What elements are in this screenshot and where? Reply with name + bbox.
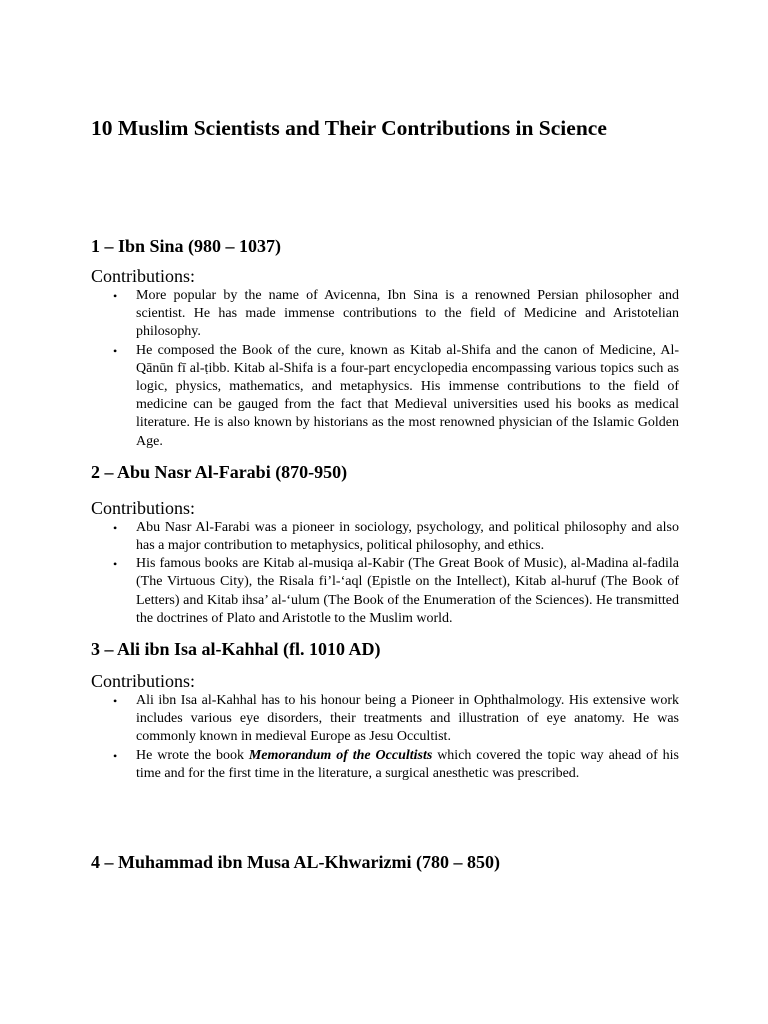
contributions-list bbox=[91, 519, 679, 628]
section-heading-ibn-sina: 1 – Ibn Sina (980 – 1037) bbox=[91, 236, 282, 256]
list-item-text: His famous books are Kitab al-musiqa al-Kabir (The Great Book of Music), al-Madina al-fadila (The Virtuous City), the Risala fi’l-‘aql (Epistle on the Intellect), Kitab al-huruf (The Book of Letters) and Kitab ihsa’ al-‘ulum (The Book of the Enumeration of the Sciences). He transmitted the doctrines of Plato and Aristotle to the Muslim world. bbox=[136, 556, 679, 626]
section-heading-al-farabi: 2 – Abu Nasr Al-Farabi (870-950) bbox=[91, 461, 348, 482]
contributions-list bbox=[91, 287, 679, 451]
bullet-icon: • bbox=[113, 748, 118, 763]
list-item bbox=[91, 342, 679, 451]
bullet-icon: • bbox=[113, 557, 118, 572]
list-item bbox=[91, 747, 679, 783]
list-item-text: Abu Nasr Al-Farabi was a pioneer in sociology, psychology, and political philosophy and also has a major contribution to metaphysics, political philosophy, and ethics. bbox=[136, 519, 679, 554]
contributions-label: Contributions: bbox=[91, 266, 196, 286]
list-item bbox=[91, 519, 679, 555]
list-item-text: More popular by the name of Avicenna, Ibn Sina is a renowned Persian philosopher and scientist. He has made immense contributions to the field of Medicine and Aristotelian philosophy. bbox=[136, 288, 679, 340]
list-item bbox=[91, 287, 679, 342]
bullet-icon: • bbox=[113, 343, 118, 358]
list-item bbox=[91, 555, 679, 628]
document-title: 10 Muslim Scientists and Their Contributions in Science bbox=[91, 116, 607, 140]
book-title: Memorandum of the Occultists bbox=[248, 747, 433, 763]
list-item-text-before: He wrote the book bbox=[136, 747, 249, 763]
bullet-icon: • bbox=[113, 520, 118, 535]
contributions-list bbox=[91, 692, 679, 783]
section-heading-al-khwarizmi: 4 – Muhammad ibn Musa AL-Khwarizmi (780 – 850) bbox=[91, 852, 501, 873]
document-page bbox=[91, 114, 679, 873]
contributions-label: Contributions: bbox=[91, 497, 196, 518]
bullet-icon: • bbox=[113, 694, 118, 709]
contributions-label: Contributions: bbox=[91, 671, 196, 692]
list-item bbox=[91, 692, 679, 747]
list-item-text: Ali ibn Isa al-Kahhal has to his honour being a Pioneer in Ophthalmology. His extensive work includes various eye disorders, their treatments and illustration of eye anatomy. He was commonly known in medieval Europe as Jesu Occultist. bbox=[136, 693, 679, 745]
list-item-text-after: which covered the topic way ahead of his time and for the first time in the literature, a surgical anesthetic was prescribed. bbox=[136, 747, 679, 781]
list-item-text: He composed the Book of the cure, known as Kitab al-Shifa and the canon of Medicine, Al-Qānūn fī al-ṭibb. Kitab al-Shifa is a four-part encyclopedia encompassing various topics such as logic, physics, mathematics, and metaphysics. His immense contributions to the field of medicine can be gauged from the fact that Medieval universities used his books as medical literature. He is also known by historians as the most renowned physician of the Islamic Golden Age. bbox=[136, 342, 679, 449]
bullet-icon: • bbox=[113, 289, 118, 303]
section-heading-al-kahhal: 3 – Ali ibn Isa al-Kahhal (fl. 1010 AD) bbox=[91, 639, 381, 660]
